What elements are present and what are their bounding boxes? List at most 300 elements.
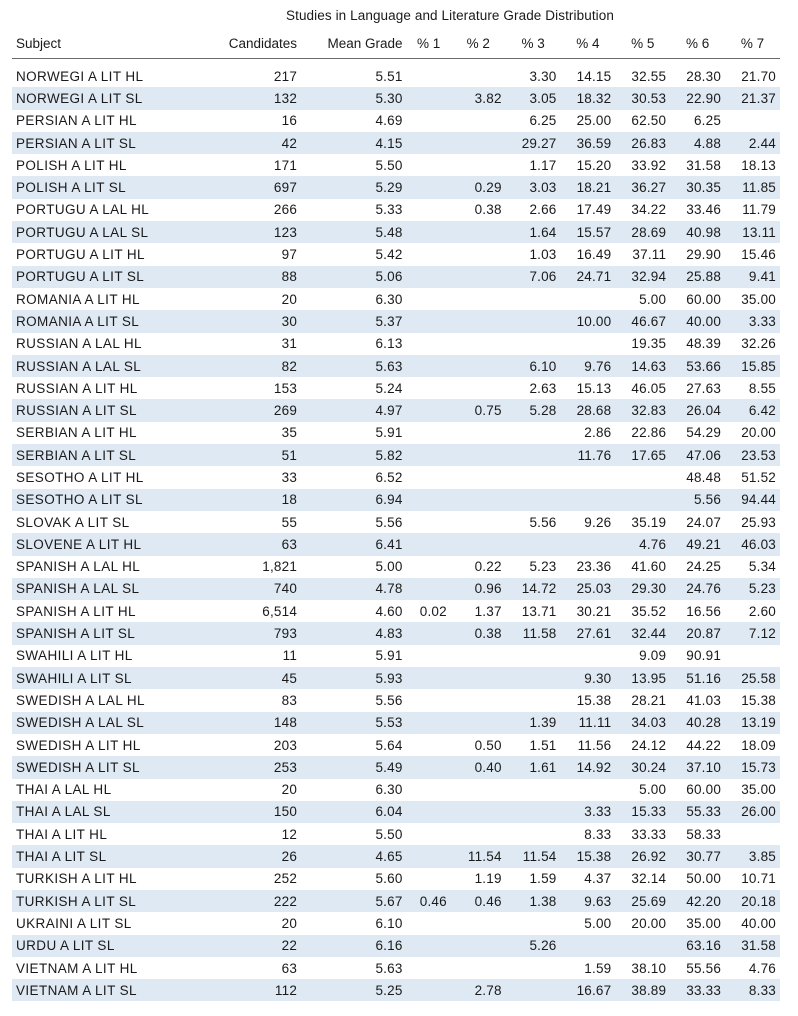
pct-3-cell: 1.59: [529, 871, 557, 887]
candidates-cell: 740: [212, 578, 301, 600]
pct-7-cell: 3.33: [725, 310, 780, 332]
mean-grade-cell: 6.10: [375, 915, 403, 931]
candidates-cell: 30: [212, 310, 301, 332]
table-title: Studies in Language and Literature Grade Distribution: [285, 8, 614, 23]
pct-1-cell: [407, 59, 451, 87]
pct-4-cell: 14.15: [576, 68, 612, 84]
mean-grade-cell: 4.97: [301, 399, 406, 421]
pct-7-cell: 8.55: [748, 380, 776, 396]
pct-1-cell: [407, 779, 451, 801]
table-row: [12, 756, 780, 778]
pct-2-cell: [451, 533, 506, 555]
mean-grade-cell: 6.52: [375, 469, 403, 485]
pct-5-cell: 38.10: [631, 960, 667, 976]
table-row: [12, 556, 780, 578]
pct-1-cell: [407, 399, 451, 421]
pct-5-cell: 20.00: [631, 915, 667, 931]
pct-2-cell: 0.75: [451, 399, 506, 421]
pct-7-cell: 20.00: [741, 425, 776, 441]
candidates-cell: 132: [212, 87, 301, 109]
mean-grade-cell: 4.78: [301, 578, 406, 600]
pct-6-cell: 60.00: [686, 291, 722, 307]
pct-5-cell: 32.14: [631, 871, 667, 887]
table-row: [12, 600, 780, 622]
pct-7-cell: 18.09: [741, 737, 776, 753]
subject-cell: UKRAINI A LIT SL: [16, 915, 132, 931]
candidates-cell: 63: [281, 960, 298, 976]
pct-5-cell: 34.03: [615, 712, 670, 734]
pct-5-cell: 32.94: [615, 266, 670, 288]
table-row: [12, 868, 780, 890]
pct-5-cell: 33.33: [631, 826, 667, 842]
subject-cell: SWEDISH A LAL HL: [16, 692, 145, 708]
subject-cell: TURKISH A LIT SL: [12, 890, 212, 912]
subject-cell: SPANISH A LAL HL: [16, 559, 141, 575]
pct-7-cell: 11.85: [725, 176, 780, 198]
column-header-pct-6: % 6: [670, 28, 725, 59]
pct-5-cell: 15.33: [615, 801, 670, 823]
table-row: [12, 779, 780, 801]
pct-5-cell: 32.44: [615, 622, 670, 644]
pct-6-cell: 44.22: [686, 737, 722, 753]
pct-6-cell: 5.56: [670, 489, 725, 511]
pct-3-cell: [506, 310, 561, 332]
column-header-pct-5: % 5: [615, 28, 670, 59]
pct-2-cell: [451, 377, 506, 399]
mean-grade-cell: 5.29: [301, 176, 406, 198]
pct-4-cell: 9.30: [561, 667, 616, 689]
mean-grade-cell: 5.50: [375, 157, 403, 173]
table-row: [12, 533, 780, 555]
candidates-cell: 266: [273, 202, 298, 218]
pct-6-cell: 58.33: [686, 826, 722, 842]
pct-3-cell: 2.66: [529, 202, 557, 218]
pct-1-cell: 0.02: [419, 603, 447, 619]
pct-5-cell: 22.86: [631, 425, 667, 441]
table-row: [12, 243, 780, 265]
pct-4-cell: 1.59: [584, 960, 612, 976]
candidates-cell: 18: [212, 489, 301, 511]
pct-1-cell: [407, 801, 451, 823]
pct-1-cell: [407, 377, 451, 399]
candidates-cell: 269: [212, 399, 301, 421]
pct-2-cell: [451, 288, 506, 310]
pct-6-cell: 53.66: [670, 355, 725, 377]
pct-7-cell: 4.76: [748, 960, 776, 976]
pct-2-cell: [451, 689, 506, 711]
subject-cell: SLOVENE A LIT HL: [12, 533, 212, 555]
pct-5-cell: 30.24: [615, 756, 670, 778]
pct-4-cell: [561, 489, 616, 511]
table-row: [12, 935, 780, 957]
mean-grade-cell: 5.48: [301, 221, 406, 243]
pct-4-cell: 23.36: [576, 559, 612, 575]
pct-3-cell: [506, 667, 561, 689]
subject-cell: THAI A LAL SL: [12, 801, 212, 823]
pct-5-cell: 41.60: [631, 559, 667, 575]
candidates-cell: 6,514: [262, 603, 298, 619]
mean-grade-cell: 5.64: [375, 737, 403, 753]
pct-2-cell: 1.19: [474, 871, 502, 887]
table-row: [12, 578, 780, 600]
pct-3-cell: 3.03: [506, 176, 561, 198]
table-row: [12, 645, 780, 667]
pct-3-cell: 1.38: [506, 890, 561, 912]
subject-cell: THAI A LIT HL: [16, 826, 108, 842]
pct-2-cell: 1.37: [474, 603, 502, 619]
pct-6-cell: 49.21: [670, 533, 725, 555]
pct-4-cell: 27.61: [561, 622, 616, 644]
pct-2-cell: [451, 489, 506, 511]
pct-1-cell: [407, 243, 451, 265]
candidates-cell: 33: [281, 469, 298, 485]
pct-5-cell: 46.05: [631, 380, 667, 396]
pct-6-cell: 37.10: [670, 756, 725, 778]
pct-7-cell: [725, 823, 780, 845]
pct-5-cell: 13.95: [615, 667, 670, 689]
pct-7-cell: 8.33: [725, 979, 780, 1001]
table-row: [12, 310, 780, 332]
mean-grade-cell: 6.41: [301, 533, 406, 555]
pct-4-cell: [561, 333, 616, 355]
pct-1-cell: [407, 756, 451, 778]
pct-5-cell: 28.69: [615, 221, 670, 243]
mean-grade-cell: 6.13: [375, 336, 403, 352]
pct-1-cell: [407, 221, 451, 243]
subject-cell: URDU A LIT SL: [12, 935, 212, 957]
table-row: [12, 957, 780, 979]
pct-5-cell: 24.12: [631, 737, 667, 753]
pct-6-cell: 24.25: [686, 559, 722, 575]
pct-1-cell: [407, 489, 451, 511]
candidates-cell: 217: [273, 68, 298, 84]
pct-2-cell: 3.82: [451, 87, 506, 109]
mean-grade-cell: 5.53: [301, 712, 406, 734]
pct-3-cell: 1.17: [529, 157, 557, 173]
pct-2-cell: [451, 444, 506, 466]
pct-7-cell: 23.53: [725, 444, 780, 466]
pct-5-cell: 38.89: [615, 979, 670, 1001]
candidates-cell: 20: [281, 782, 298, 798]
pct-6-cell: 16.56: [686, 603, 722, 619]
pct-5-cell: 34.22: [631, 202, 667, 218]
pct-4-cell: [561, 466, 616, 488]
pct-5-cell: 32.55: [631, 68, 667, 84]
pct-5-cell: 9.09: [639, 648, 667, 664]
pct-6-cell: 22.90: [670, 87, 725, 109]
pct-1-cell: [407, 622, 451, 644]
pct-1-cell: [407, 823, 451, 845]
pct-5-cell: 28.21: [631, 692, 667, 708]
column-header-mean-grade: Mean Grade: [301, 28, 406, 59]
pct-5-cell: 5.00: [639, 782, 667, 798]
pct-1-cell: [407, 667, 451, 689]
candidates-cell: 150: [212, 801, 301, 823]
column-header-pct-2: % 2: [451, 28, 506, 59]
mean-grade-cell: 5.00: [375, 559, 403, 575]
pct-5-cell: 37.11: [632, 247, 667, 263]
candidates-cell: 20: [281, 291, 298, 307]
table-row: [12, 489, 780, 511]
pct-4-cell: 3.33: [561, 801, 616, 823]
pct-6-cell: 54.29: [686, 425, 722, 441]
pct-7-cell: 15.73: [725, 756, 780, 778]
pct-5-cell: 26.83: [615, 132, 670, 154]
subject-cell: POLISH A LIT SL: [12, 176, 212, 198]
column-header-pct-7: % 7: [725, 28, 780, 59]
pct-3-cell: 7.06: [506, 266, 561, 288]
pct-6-cell: 20.87: [670, 622, 725, 644]
pct-2-cell: 0.38: [474, 202, 502, 218]
subject-cell: PORTUGU A LAL SL: [12, 221, 212, 243]
pct-2-cell: 0.50: [474, 737, 502, 753]
pct-6-cell: 31.58: [686, 157, 722, 173]
pct-3-cell: [506, 689, 561, 711]
pct-2-cell: 0.29: [451, 176, 506, 198]
candidates-cell: 20: [281, 915, 298, 931]
pct-2-cell: [451, 823, 506, 845]
mean-grade-cell: 6.04: [301, 801, 406, 823]
pct-3-cell: 1.39: [506, 712, 561, 734]
pct-1-cell: [407, 689, 451, 711]
table-row: [12, 399, 780, 421]
candidates-cell: 35: [281, 425, 298, 441]
pct-6-cell: 40.28: [670, 712, 725, 734]
pct-3-cell: 5.23: [529, 559, 557, 575]
subject-cell: SERBIAN A LIT SL: [12, 444, 212, 466]
subject-cell: VIETNAM A LIT HL: [16, 960, 138, 976]
subject-cell: SPANISH A LIT HL: [16, 603, 136, 619]
subject-cell: THAI A LAL HL: [16, 782, 112, 798]
pct-1-cell: [407, 957, 451, 979]
pct-6-cell: 29.90: [686, 247, 722, 263]
pct-3-cell: 5.56: [529, 514, 557, 530]
pct-5-cell: 35.52: [631, 603, 667, 619]
candidates-cell: 123: [212, 221, 301, 243]
pct-3-cell: 2.63: [529, 380, 557, 396]
candidates-cell: 12: [281, 826, 298, 842]
subject-cell: SPANISH A LAL SL: [12, 578, 212, 600]
pct-1-cell: [407, 132, 451, 154]
pct-6-cell: 4.88: [670, 132, 725, 154]
mean-grade-cell: 5.49: [301, 756, 406, 778]
pct-4-cell: 15.38: [561, 845, 616, 867]
subject-cell: SWEDISH A LAL SL: [12, 712, 212, 734]
table-row: [12, 59, 780, 87]
mean-grade-cell: 4.65: [301, 845, 406, 867]
pct-3-cell: [506, 823, 561, 845]
pct-4-cell: 2.86: [584, 425, 612, 441]
pct-1-cell: [407, 645, 451, 667]
pct-6-cell: 26.04: [670, 399, 725, 421]
pct-1-cell: [407, 176, 451, 198]
subject-cell: SWEDISH A LIT SL: [12, 756, 212, 778]
pct-7-cell: 20.18: [725, 890, 780, 912]
candidates-cell: 22: [212, 935, 301, 957]
pct-7-cell: 2.60: [748, 603, 776, 619]
subject-cell: SWEDISH A LIT HL: [16, 737, 141, 753]
pct-1-cell: [407, 511, 451, 533]
candidates-cell: 171: [273, 157, 298, 173]
pct-4-cell: 18.21: [561, 176, 616, 198]
mean-grade-cell: 5.42: [375, 247, 403, 263]
pct-3-cell: [506, 912, 561, 934]
pct-7-cell: [725, 110, 780, 132]
pct-5-cell: 26.92: [615, 845, 670, 867]
pct-2-cell: [451, 511, 506, 533]
table-row: [12, 823, 780, 845]
pct-2-cell: [451, 333, 506, 355]
pct-7-cell: 94.44: [725, 489, 780, 511]
pct-7-cell: 25.58: [725, 667, 780, 689]
subject-cell: ROMANIA A LIT HL: [16, 291, 140, 307]
pct-6-cell: 6.25: [693, 113, 722, 129]
subject-cell: PORTUGU A LIT SL: [12, 266, 212, 288]
subject-cell: RUSSIAN A LIT HL: [16, 380, 138, 396]
pct-4-cell: 36.59: [561, 132, 616, 154]
pct-4-cell: 5.00: [584, 915, 612, 931]
pct-4-cell: 9.76: [561, 355, 616, 377]
header-row: [12, 28, 780, 59]
table-row: [12, 288, 780, 310]
mean-grade-cell: 4.83: [301, 622, 406, 644]
candidates-cell: 252: [273, 871, 298, 887]
table-row: [12, 801, 780, 823]
pct-7-cell: 21.37: [725, 87, 780, 109]
mean-grade-cell: 5.50: [375, 826, 403, 842]
pct-7-cell: 2.44: [725, 132, 780, 154]
subject-cell: POLISH A LIT HL: [16, 157, 127, 173]
mean-grade-cell: 4.60: [375, 603, 403, 619]
mean-grade-cell: 4.15: [301, 132, 406, 154]
mean-grade-cell: 5.63: [375, 960, 403, 976]
subject-cell: SERBIAN A LIT HL: [16, 425, 137, 441]
pct-6-cell: 41.03: [686, 692, 722, 708]
pct-1-cell: [407, 199, 451, 221]
pct-1-cell: [407, 288, 451, 310]
pct-1-cell: [407, 734, 451, 756]
pct-6-cell: 90.91: [686, 648, 722, 664]
pct-5-cell: 25.69: [615, 890, 670, 912]
pct-2-cell: [451, 667, 506, 689]
table-row: [12, 355, 780, 377]
pct-6-cell: 55.33: [670, 801, 725, 823]
mean-grade-cell: 6.30: [375, 782, 403, 798]
mean-grade-cell: 5.63: [301, 355, 406, 377]
pct-6-cell: 48.48: [686, 469, 722, 485]
pct-4-cell: 14.92: [561, 756, 616, 778]
candidates-cell: 83: [281, 692, 298, 708]
candidates-cell: 253: [212, 756, 301, 778]
pct-2-cell: [451, 422, 506, 444]
pct-2-cell: 0.96: [451, 578, 506, 600]
table-row: [12, 377, 780, 399]
mean-grade-cell: 6.16: [301, 935, 406, 957]
table-row: [12, 734, 780, 756]
pct-3-cell: 6.25: [529, 113, 557, 129]
table-row: [12, 444, 780, 466]
table-row: [12, 979, 780, 1001]
candidates-cell: 31: [281, 336, 298, 352]
pct-4-cell: 16.49: [576, 247, 612, 263]
table-row: [12, 422, 780, 444]
pct-4-cell: 30.21: [576, 603, 612, 619]
pct-7-cell: 5.34: [748, 559, 776, 575]
pct-5-cell: 29.30: [615, 578, 670, 600]
pct-6-cell: 24.76: [670, 578, 725, 600]
subject-cell: PORTUGU A LAL HL: [16, 202, 150, 218]
table-row: [12, 845, 780, 867]
column-header-pct-1: % 1: [407, 28, 451, 59]
pct-2-cell: [451, 935, 506, 957]
candidates-cell: 82: [212, 355, 301, 377]
pct-4-cell: 15.13: [576, 380, 612, 396]
pct-3-cell: 3.30: [529, 68, 557, 84]
pct-2-cell: [451, 645, 506, 667]
pct-6-cell: 55.56: [686, 960, 722, 976]
subject-cell: NORWEGI A LIT SL: [12, 87, 212, 109]
table-row: [12, 154, 780, 176]
candidates-cell: 45: [212, 667, 301, 689]
pct-5-cell: 36.27: [615, 176, 670, 198]
subject-cell: TURKISH A LIT HL: [16, 871, 137, 887]
pct-1-cell: [407, 868, 451, 890]
mean-grade-cell: 5.06: [301, 266, 406, 288]
candidates-cell: 11: [282, 648, 298, 664]
pct-7-cell: 3.85: [725, 845, 780, 867]
candidates-cell: 697: [212, 176, 301, 198]
pct-2-cell: [451, 243, 506, 265]
mean-grade-cell: 5.56: [375, 692, 403, 708]
pct-1-cell: [407, 333, 451, 355]
pct-7-cell: 15.46: [741, 247, 776, 263]
pct-3-cell: [506, 444, 561, 466]
subject-cell: PERSIAN A LIT HL: [16, 113, 137, 129]
subject-cell: NORWEGI A LIT HL: [16, 68, 144, 84]
pct-3-cell: 5.28: [506, 399, 561, 421]
pct-7-cell: 31.58: [725, 935, 780, 957]
subject-cell: SPANISH A LIT SL: [12, 622, 212, 644]
pct-6-cell: 40.98: [670, 221, 725, 243]
pct-2-cell: [451, 59, 506, 87]
pct-1-cell: [407, 422, 451, 444]
pct-4-cell: [561, 533, 616, 555]
pct-3-cell: 5.26: [506, 935, 561, 957]
table-row: [12, 221, 780, 243]
pct-4-cell: 28.68: [561, 399, 616, 421]
subject-cell: SESOTHO A LIT SL: [12, 489, 212, 511]
pct-3-cell: [506, 288, 561, 310]
mean-grade-cell: 5.24: [375, 380, 403, 396]
table-row: [12, 199, 780, 221]
grade-distribution-table: [12, 28, 780, 1001]
candidates-cell: 55: [281, 514, 298, 530]
pct-7-cell: 21.70: [741, 68, 776, 84]
candidates-cell: 97: [281, 247, 298, 263]
pct-1-cell: [407, 355, 451, 377]
pct-7-cell: 9.41: [725, 266, 780, 288]
pct-3-cell: 3.05: [506, 87, 561, 109]
subject-cell: RUSSIAN A LAL SL: [12, 355, 212, 377]
pct-1-cell: [407, 310, 451, 332]
pct-1-cell: 0.46: [407, 890, 451, 912]
pct-1-cell: [407, 266, 451, 288]
pct-5-cell: 5.00: [639, 291, 667, 307]
table-row: [12, 689, 780, 711]
pct-7-cell: 25.93: [741, 514, 776, 530]
pct-3-cell: 29.27: [506, 132, 561, 154]
pct-4-cell: [561, 779, 616, 801]
